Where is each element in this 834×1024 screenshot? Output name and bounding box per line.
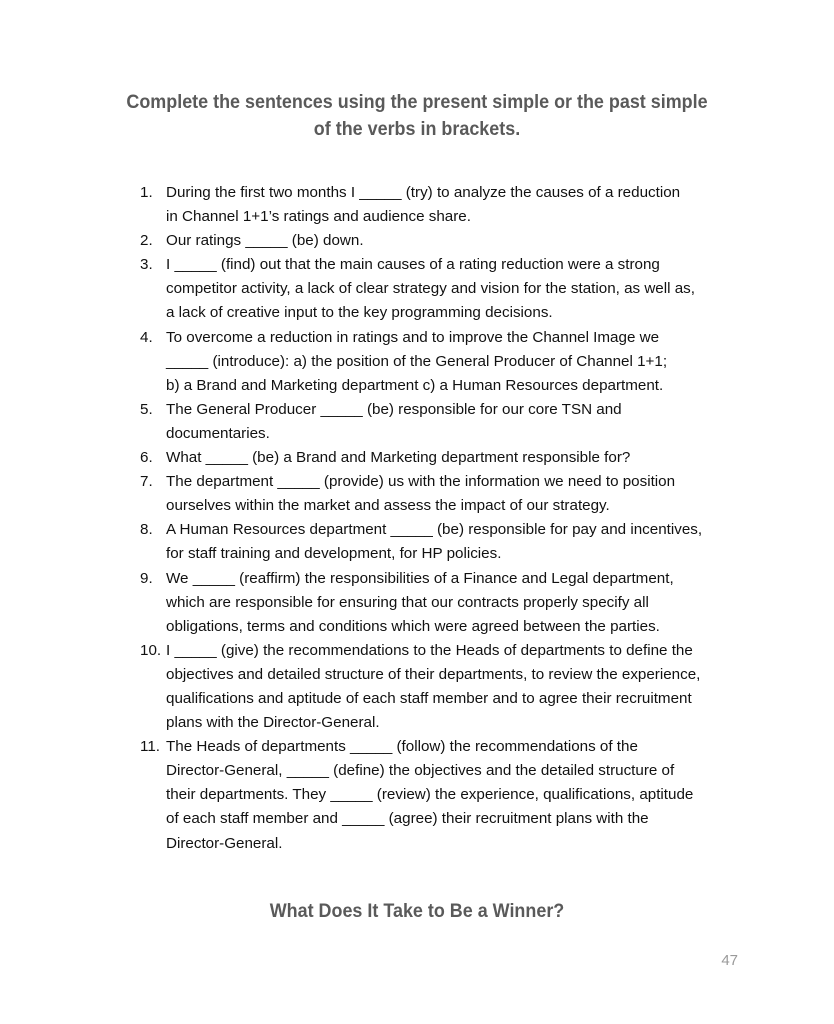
exercise-item-text-line: I _____ (find) out that the main causes of a rating reduction were a strong	[166, 256, 660, 274]
exercise-item-text-line: competitor activity, a lack of clear strategy and vision for the station, as well as,	[166, 280, 695, 298]
section-heading: What Does It Take to Be a Winner?	[269, 900, 565, 922]
exercise-list	[140, 181, 750, 856]
exercise-item-text-line: obligations, terms and conditions which were agreed between the parties.	[166, 617, 660, 635]
exercise-item	[140, 735, 750, 855]
exercise-item-text-line: The Heads of departments _____ (follow) the recommendations of the	[166, 738, 638, 756]
exercise-item-text-line: b) a Brand and Marketing department c) a Human Resources department.	[166, 376, 664, 394]
exercise-item-number: 2.	[140, 232, 153, 250]
exercise-item	[140, 253, 750, 325]
exercise-item-text-line: A Human Resources department _____ (be) responsible for pay and incentives,	[166, 521, 703, 539]
exercise-item-number: 6.	[140, 449, 153, 467]
exercise-item-text-line: objectives and detailed structure of their departments, to review the experience,	[166, 665, 701, 683]
exercise-item-number: 8.	[140, 521, 153, 539]
page-number: 47	[721, 952, 738, 969]
exercise-item-text-line: documentaries.	[166, 424, 270, 442]
exercise-item-text-line: _____ (introduce): a) the position of the General Producer of Channel 1+1;	[166, 352, 668, 370]
title-line-1: Complete the sentences using the present simple or the past simple	[126, 91, 708, 113]
exercise-item-text-line: I _____ (give) the recommendations to the Heads of departments to define the	[166, 641, 693, 659]
exercise-item-number: 3.	[140, 256, 153, 274]
exercise-item-number: 5.	[140, 400, 153, 418]
exercise-item	[140, 567, 750, 639]
exercise-item-number: 7.	[140, 473, 153, 491]
exercise-item-text-line: Our ratings _____ (be) down.	[166, 232, 364, 250]
exercise-item-text-line: The department _____ (provide) us with the information we need to position	[166, 473, 676, 491]
exercise-item	[140, 181, 750, 229]
exercise-item-text-line: a lack of creative input to the key programming decisions.	[166, 304, 553, 322]
exercise-item-number: 9.	[140, 569, 153, 587]
exercise-item-text-line: ourselves within the market and assess the impact of our strategy.	[166, 497, 610, 515]
exercise-item	[140, 229, 750, 253]
exercise-item-text-line: Director-General, _____ (define) the objectives and the detailed structure of	[166, 762, 675, 780]
exercise-item-number: 11.	[140, 738, 160, 756]
exercise-item-text-line: for staff training and development, for HP policies.	[166, 545, 502, 563]
exercise-item-text-line: in Channel 1+1’s ratings and audience share.	[166, 208, 471, 226]
exercise-item-text-line: The General Producer _____ (be) responsible for our core TSN and	[166, 400, 622, 418]
exercise-item-text-line: qualifications and aptitude of each staff member and to agree their recruitment	[166, 689, 692, 707]
exercise-item	[140, 518, 750, 566]
exercise-item-text-line: plans with the Director-General.	[166, 714, 380, 732]
exercise-item-number: 1.	[140, 184, 153, 201]
exercise-item-text-line: To overcome a reduction in ratings and to improve the Channel Image we	[166, 328, 660, 346]
exercise-item-text-line: During the first two months I _____ (try) to analyze the causes of a reduction	[166, 184, 681, 201]
exercise-item-text-line: We _____ (reaffirm) the responsibilities of a Finance and Legal department,	[166, 569, 674, 587]
exercise-item-text-line: What _____ (be) a Brand and Marketing department responsible for?	[166, 449, 631, 467]
exercise-item	[140, 446, 750, 470]
exercise-item-text-line: their departments. They _____ (review) the experience, qualifications, aptitude	[166, 786, 694, 804]
exercise-item-text-line: of each staff member and _____ (agree) their recruitment plans with the	[166, 810, 649, 828]
exercise-item-text-line: which are responsible for ensuring that our contracts properly specify all	[166, 593, 649, 611]
exercise-item	[140, 470, 750, 518]
exercise-item-number: 10.	[140, 641, 162, 659]
exercise-instructions-title	[33, 89, 800, 143]
exercise-item-number: 4.	[140, 328, 153, 346]
exercise-item	[140, 326, 750, 398]
exercise-item	[140, 639, 750, 735]
title-line-2: of the verbs in brackets.	[313, 118, 521, 140]
exercise-item-text-line: Director-General.	[166, 834, 283, 852]
exercise-item	[140, 398, 750, 446]
